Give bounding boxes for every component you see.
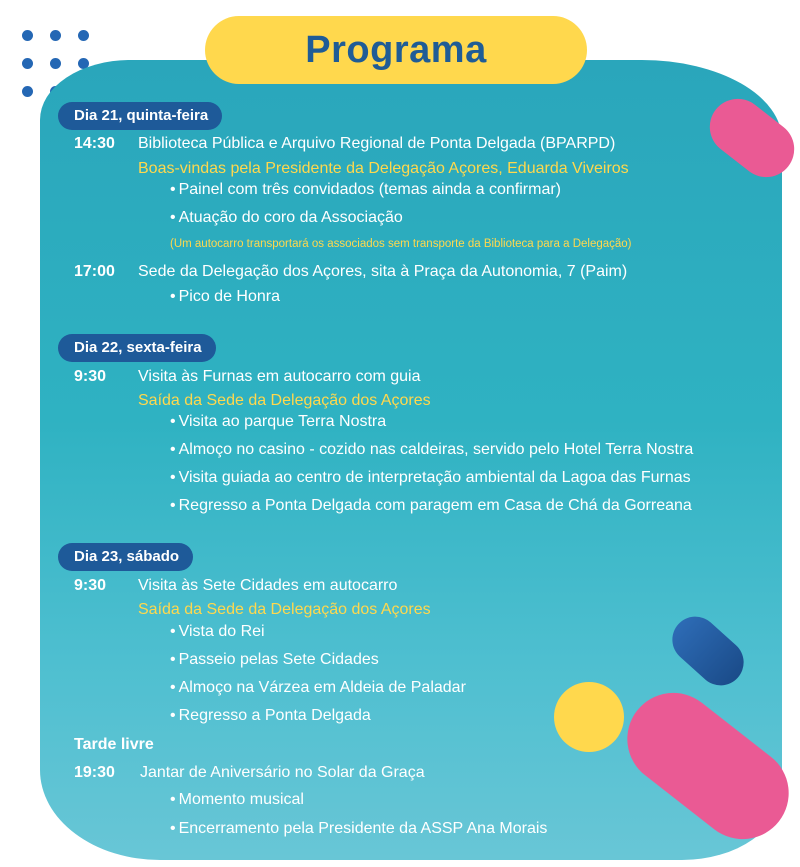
event-bullet: • Visita guiada ao centro de interpretação ambiental da Lagoa das Furnas xyxy=(170,467,691,489)
event-text: Biblioteca Pública e Arquivo Regional de Ponta Delgada (BPARPD) xyxy=(138,135,616,152)
dot xyxy=(78,30,89,41)
event-bullet: • Passeio pelas Sete Cidades xyxy=(170,649,379,671)
event-time: 17:00 xyxy=(74,263,115,280)
event-text: Jantar de Aniversário no Solar da Graça xyxy=(140,764,425,781)
event-bullet: • Almoço no casino - cozido nas caldeiras, servido pelo Hotel Terra Nostra xyxy=(170,439,693,461)
event-bullet: • Encerramento pela Presidente da ASSP Ana Morais xyxy=(170,818,547,840)
event-time: 9:30 xyxy=(74,577,107,594)
event-bullet: • Pico de Honra xyxy=(170,286,280,308)
day-label: Dia 22, sexta-feira xyxy=(58,334,216,362)
event-note: (Um autocarro transportará os associados sem transporte da Biblioteca para a Delegação) xyxy=(170,238,632,250)
title-banner xyxy=(205,16,587,84)
free-afternoon-label: Tarde livre xyxy=(74,736,154,753)
event-bullet: • Regresso a Ponta Delgada xyxy=(170,705,371,727)
event-highlight: Boas-vindas pela Presidente da Delegação Açores, Eduarda Viveiros xyxy=(138,160,629,177)
event-highlight: Saída da Sede da Delegação dos Açores xyxy=(138,392,431,409)
event-time: 19:30 xyxy=(74,764,115,781)
event-bullet: • Regresso a Ponta Delgada com paragem em Casa de Chá da Gorreana xyxy=(170,495,692,517)
dot xyxy=(22,58,33,69)
page-title: Programa xyxy=(305,28,487,71)
event-text: Visita às Furnas em autocarro com guia xyxy=(138,368,421,385)
dot xyxy=(22,86,33,97)
event-time: 9:30 xyxy=(74,368,107,385)
event-bullet: • Painel com três convidados (temas ainda a confirmar) xyxy=(170,179,561,201)
event-bullet: • Vista do Rei xyxy=(170,621,265,643)
event-text: Sede da Delegação dos Açores, sita à Praça da Autonomia, 7 (Paim) xyxy=(138,263,628,280)
event-bullet: • Visita ao parque Terra Nostra xyxy=(170,411,386,433)
dot xyxy=(50,58,61,69)
event-highlight: Saída da Sede da Delegação dos Açores xyxy=(138,601,431,618)
day-label: Dia 23, sábado xyxy=(58,543,193,571)
event-bullet: • Atuação do coro da Associação xyxy=(170,207,403,229)
dot xyxy=(22,30,33,41)
event-bullet: • Almoço na Várzea em Aldeia de Paladar xyxy=(170,677,466,699)
event-text: Visita às Sete Cidades em autocarro xyxy=(138,577,398,594)
yellow-circle-decoration xyxy=(554,682,624,752)
day-label: Dia 21, quinta-feira xyxy=(58,102,222,130)
dot xyxy=(50,30,61,41)
event-time: 14:30 xyxy=(74,135,115,152)
event-bullet: • Momento musical xyxy=(170,789,304,811)
